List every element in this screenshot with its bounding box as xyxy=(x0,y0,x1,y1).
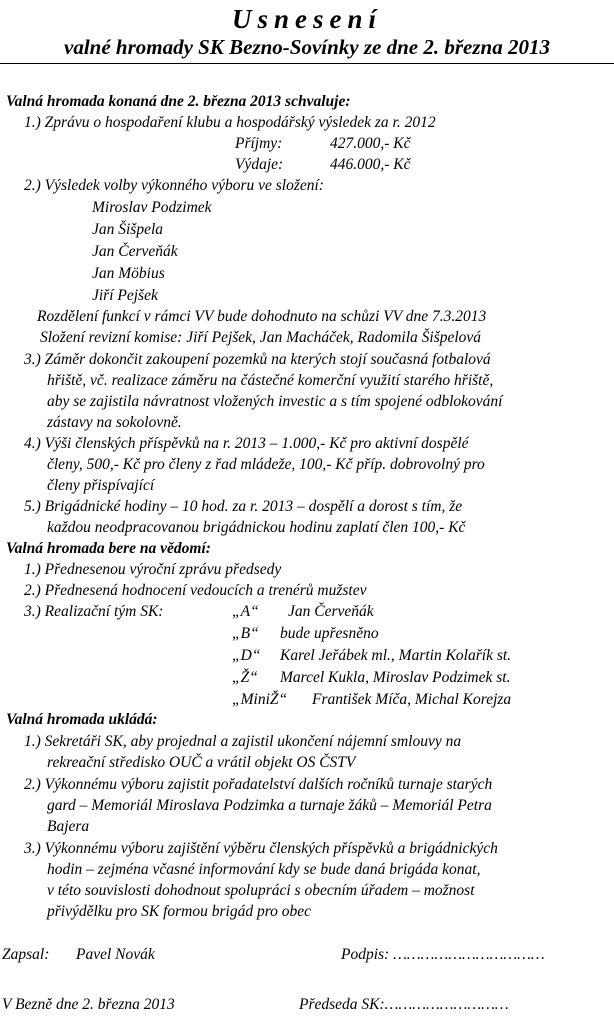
chairman-signature-line: Předseda SK:……………………… xyxy=(299,996,509,1013)
team-code: „MiniŽ“ xyxy=(232,691,288,708)
section-acknowledges-heading: Valná hromada bere na vědomí: xyxy=(6,540,211,557)
impose-item-3-line: 3.) Výkonnému výboru zajištění výběru členských příspěvků a brigádnických xyxy=(24,840,498,857)
team-names: Marcel Kukla, Miroslav Podzimek st. xyxy=(280,669,511,686)
impose-item-2-line: Bajera xyxy=(47,818,90,835)
approve-item-4-line: členy, 500,- Kč pro členy z řad mládeže, 100,- Kč příp. dobrovolný pro xyxy=(47,456,485,473)
team-code: „B“ xyxy=(232,625,259,642)
team-code: „A“ xyxy=(232,603,259,620)
approve-item-5-line: každou neodpracovanou brigádnickou hodinu zaplatí člen 100,- Kč xyxy=(47,519,466,536)
approve-item-3-line: hřiště, vč. realizace záměru na částečné komerční využití starého hřiště, xyxy=(47,372,494,389)
audit-committee-note: Složení revizní komise: Jiří Pejšek, Jan Macháček, Radomila Šišpelová xyxy=(40,329,482,346)
approve-item-3-line: zástavy na sokolovně. xyxy=(47,414,182,431)
document-subtitle: valné hromady SK Bezno-Sovínky ze dne 2. března 2013 xyxy=(64,35,550,59)
impose-item-2-line: gard – Memoriál Miroslava Podzimka a turnaje žáků – Memoriál Petra xyxy=(47,797,492,814)
approve-item-5-line: 5.) Brigádnické hodiny – 10 hod. za r. 2013 – dospělí a dorost s tím, že xyxy=(24,498,463,515)
impose-item-1-line: rekreační středisko OUČ a vrátil objekt OS ČSTV xyxy=(47,754,356,771)
team-names: Karel Jeřábek ml., Martin Kolařík st. xyxy=(280,647,512,664)
impose-item-1-line: 1.) Sekretáři SK, aby projednal a zajistil ukončení nájemní smlouvy na xyxy=(24,733,462,750)
recorder-name: Pavel Novák xyxy=(76,946,155,963)
team-code: „D“ xyxy=(232,647,261,664)
team-code: „Ž“ xyxy=(232,669,258,686)
team-names: bude upřesněno xyxy=(280,625,379,642)
section-approves-heading: Valná hromada konaná dne 2. března 2013 schvaluje: xyxy=(6,93,351,110)
section-imposes-heading: Valná hromada ukládá: xyxy=(6,711,158,728)
acknowledge-item-2: 2.) Přednesená hodnocení vedoucích a trenérů mužstev xyxy=(24,582,367,599)
expense-label: Výdaje: xyxy=(235,156,284,173)
place-date: V Bezně dne 2. března 2013 xyxy=(2,996,175,1013)
income-label: Příjmy: xyxy=(235,135,283,152)
approve-item-3-line: 3.) Záměr dokončit zakoupení pozemků na kterých stojí současná fotbalová xyxy=(24,351,491,368)
approve-item-2: 2.) Výsledek volby výkonného výboru ve složení: xyxy=(24,177,324,194)
committee-member: Jan Šišpela xyxy=(92,221,164,238)
impose-item-2-line: 2.) Výkonnému výboru zajistit pořadatelství dalších ročníků turnaje starých xyxy=(24,776,493,793)
committee-member: Miroslav Podzimek xyxy=(92,199,212,216)
impose-item-3-line: hodin – zejména včasné informování kdy se bude daná brigáda konat, xyxy=(47,861,481,878)
committee-member: Jan Möbius xyxy=(92,265,165,282)
recorder-label: Zapsal: xyxy=(2,946,50,963)
committee-member: Jiří Pejšek xyxy=(92,287,158,304)
expense-value: 446.000,- Kč xyxy=(330,156,411,173)
document-title: Usnesení xyxy=(231,4,382,34)
approve-item-1: 1.) Zprávu o hospodaření klubu a hospodářský výsledek za r. 2012 xyxy=(24,114,436,131)
team-names: Jan Červeňák xyxy=(288,603,374,620)
income-value: 427.000,- Kč xyxy=(330,135,411,152)
impose-item-3-line: přivýdělku pro SK formou brigád pro obec xyxy=(47,903,312,920)
acknowledge-item-3: 3.) Realizační tým SK: xyxy=(24,603,164,620)
title-divider xyxy=(0,63,614,64)
approve-item-4-line: členy přispívající xyxy=(47,477,155,494)
impose-item-3-line: v této souvislosti dohodnout spolupráci s obecním úřadem – možnost xyxy=(47,882,475,899)
team-names: František Míča, Michal Korejza xyxy=(312,691,512,708)
approve-item-4-line: 4.) Výši členských příspěvků na r. 2013 – 1.000,- Kč pro aktivní dospělé xyxy=(24,435,469,452)
committee-member: Jan Červeňák xyxy=(92,243,178,260)
functions-note: Rozdělení funkcí v rámci VV bude dohodnuto na schůzi VV dne 7.3.2013 xyxy=(37,308,487,325)
signature-line: Podpis: …………………………… xyxy=(341,946,545,963)
approve-item-3-line: aby se zajistila návratnost vložených investic a s tím spojené odblokování xyxy=(47,393,503,410)
acknowledge-item-1: 1.) Přednesenou výroční zprávu předsedy xyxy=(24,561,282,578)
